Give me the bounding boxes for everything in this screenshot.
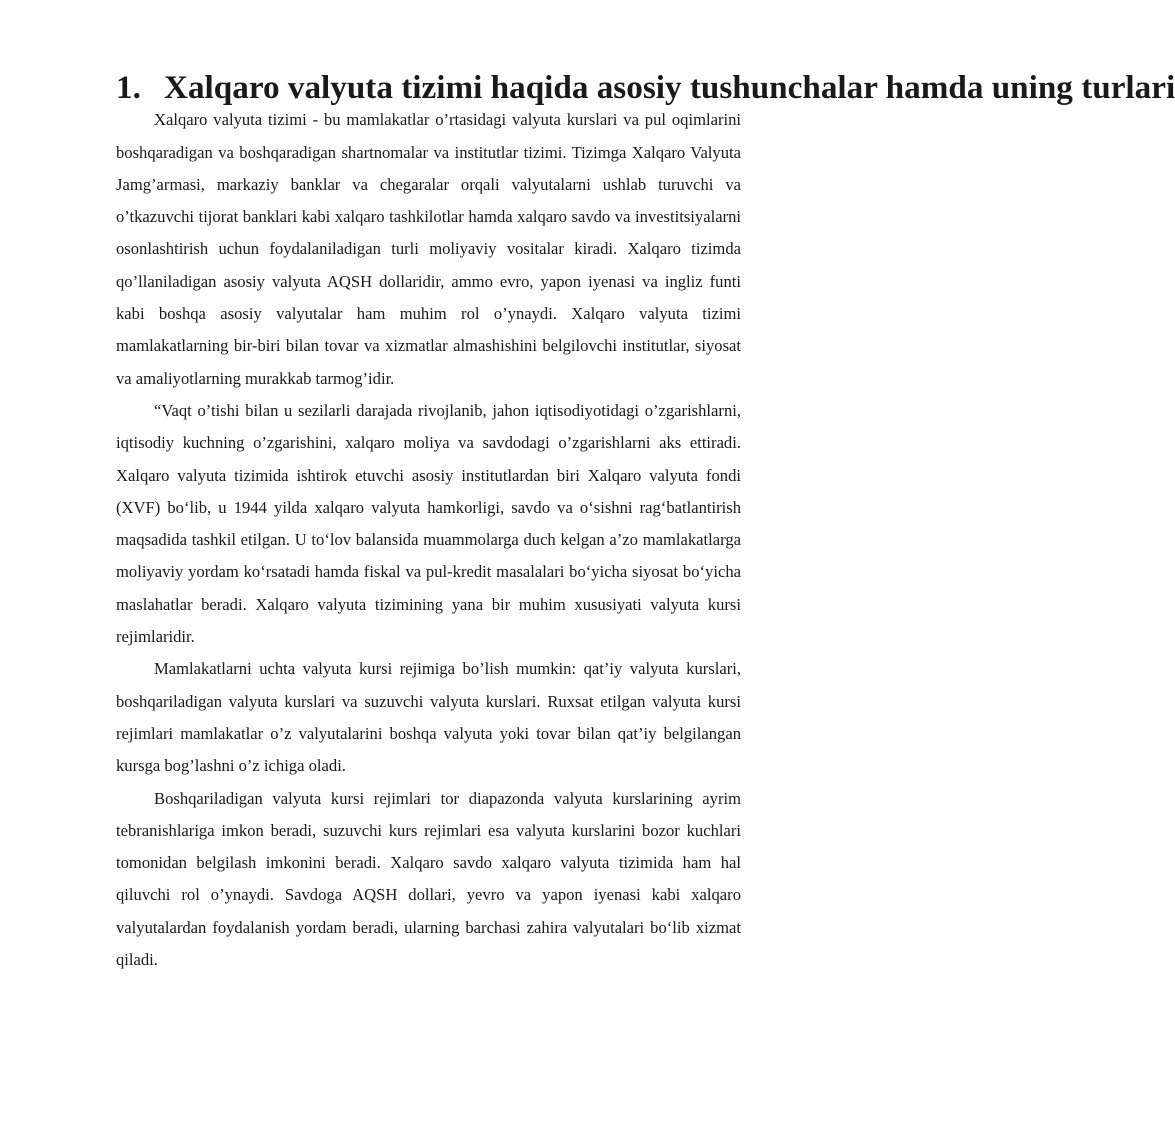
paragraph-4: Boshqariladigan valyuta kursi rejimlari tor diapazonda valyuta kurslarining ayrim tebranishlariga imkon beradi, suzuvchi kurs rejimlari esa valyuta kurslarini bozor kuchlari tomonidan belgilash imkonini beradi. Xalqaro savdo xalqaro valyuta tizimida ham hal qiluvchi rol o’ynaydi. Savdoga AQSH dollari, yevro va yapon iyenasi kabi xalqaro valyutalardan foydalanish yordam beradi, ularning barchasi zahira valyutalari bo‘lib xizmat qiladi. [116,788,741,970]
section-heading [116,69,1175,106]
paragraph-1: Xalqaro valyuta tizimi - bu mamlakatlar o’rtasidagi valyuta kurslari va pul oqimlarini boshqaradigan va boshqaradigan shartnomalar va institutlar tizimi. Tizimga Xalqaro Valyuta Jamg’armasi, markaziy banklar va chegaralar orqali valyutalarni ushlab turuvchi va o’tkazuvchi tijorat banklari kabi xalqaro tashkilotlar hamda xalqaro savdo va investitsiyalarni osonlashtirish uchun foydalaniladigan turli moliyaviy vositalar kiradi. Xalqaro tizimda qo’llaniladigan asosiy valyuta AQSH dollaridir, ammo evro, yapon iyenasi va ingliz funti kabi boshqa asosiy valyutalar ham muhim rol o’ynaydi. Xalqaro valyuta tizimi mamlakatlarning bir-biri bilan tovar va xizmatlar almashishini belgilovchi institutlar, siyosat va amaliyotlarning murakkab tarmog’idir. [116,110,741,388]
paragraph-2: “Vaqt o’tishi bilan u sezilarli darajada rivojlanib, jahon iqtisodiyotidagi o’zgarishlarni, iqtisodiy kuchning o’zgarishini, xalqaro moliya va savdodagi o’zgarishlarni aks ettiradi. Xalqaro valyuta tizimida ishtirok etuvchi asosiy institutlardan biri Xalqaro valyuta fondi (XVF) bo‘lib, u 1944 yilda xalqaro valyuta hamkorligi, savdo va o‘sishni rag‘batlantirish maqsadida tashkil etilgan. U to‘lov balansida muammolarga duch kelgan a’zo mamlakatlarga moliyaviy yordam ko‘rsatadi hamda fiskal va pul-kredit masalalari bo‘yicha siyosat bo‘yicha maslahatlar beradi. Xalqaro valyuta tizimining yana bir muhim xususiyati valyuta kursi rejimlaridir. [116,400,741,647]
section-title: Xalqaro valyuta tizimi haqida asosiy tushunchalar hamda uning turlari [164,69,1175,106]
document-page [116,69,1175,976]
section-number: 1. [116,69,141,106]
paragraph-3: Mamlakatlarni uchta valyuta kursi rejimiga bo’lish mumkin: qat’iy valyuta kurslari, boshqariladigan valyuta kurslari va suzuvchi valyuta kurslari. Ruxsat etilgan valyuta kursi rejimlari mamlakatlar o’z valyutalarini boshqa valyuta yoki tovar bilan qat’iy belgilangan kursga bog’lashni o’z ichiga oladi. [116,659,741,776]
